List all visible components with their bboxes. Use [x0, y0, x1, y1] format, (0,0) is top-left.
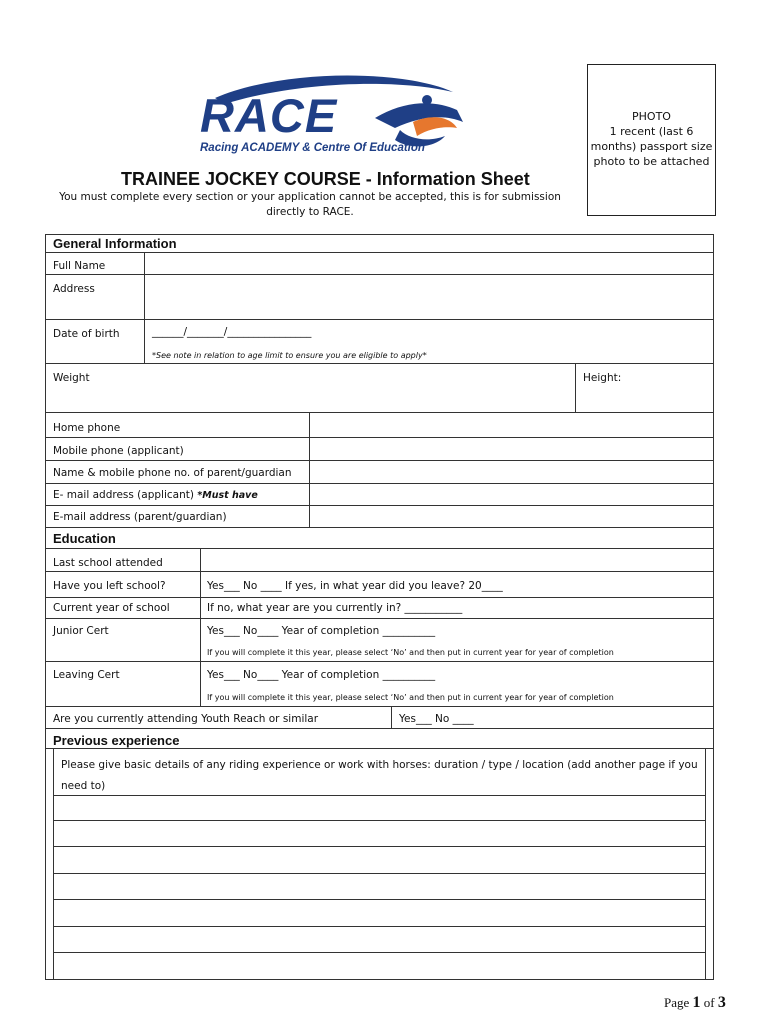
experience-prompt-line-1: Please give basic details of any riding experience or work with horses: duration / type / location (add another page if you: [61, 759, 698, 771]
logo-wordmark: RACE: [200, 89, 338, 142]
intro-text: [40, 190, 580, 220]
must-have-note: *Must have: [197, 490, 258, 501]
experience-field[interactable]: [55, 797, 704, 977]
photo-instruction-3: photo to be attached: [593, 155, 710, 168]
junior-cert-note: If you will complete it this year, please select ‘No’ and then put in current year for year of completion: [207, 648, 614, 657]
email-parent-field[interactable]: [311, 507, 712, 526]
last-school-label: Last school attended: [53, 557, 163, 569]
section-experience-heading: Previous experience: [53, 733, 180, 748]
intro-line-1: You must complete every section or your application cannot be accepted, this is for submission: [59, 191, 561, 203]
weight-field[interactable]: [120, 365, 572, 410]
age-note: *See note in relation to age limit to ensure you are eligible to apply*: [152, 351, 427, 360]
email-applicant-field[interactable]: [311, 485, 712, 504]
mobile-phone-label: Mobile phone (applicant): [53, 445, 184, 457]
left-school-answer[interactable]: Yes___ No ____ If yes, in what year did you leave? 20____: [207, 580, 503, 592]
photo-box[interactable]: [587, 64, 716, 216]
photo-instruction-1: 1 recent (last 6: [609, 125, 694, 138]
full-name-field[interactable]: [146, 254, 712, 273]
photo-label: PHOTO: [632, 110, 671, 123]
border-left: [45, 234, 46, 980]
height-label: Height:: [583, 372, 622, 384]
email-applicant-text: E- mail address (applicant): [53, 489, 194, 501]
email-parent-label: E-mail address (parent/guardian): [53, 511, 227, 523]
home-phone-field[interactable]: [311, 414, 712, 436]
current-year-answer[interactable]: If no, what year are you currently in? ___________: [207, 602, 463, 614]
race-logo: [195, 70, 470, 160]
email-applicant-label: [53, 489, 258, 501]
junior-cert-label: Junior Cert: [53, 625, 109, 637]
section-general-heading: General Information: [53, 236, 177, 251]
current-year-label: Current year of school: [53, 602, 170, 614]
youth-reach-answer[interactable]: Yes___ No ____: [399, 713, 474, 725]
left-school-label: Have you left school?: [53, 580, 166, 592]
parent-phone-field[interactable]: [311, 439, 712, 459]
youth-reach-label: Are you currently attending Youth Reach or similar: [53, 713, 319, 725]
last-school-field[interactable]: [202, 550, 712, 570]
dob-label: Date of birth: [53, 328, 120, 340]
border-right: [713, 234, 714, 980]
leaving-cert-note: If you will complete it this year, please select ‘No’ and then put in current year for year of completion: [207, 693, 614, 702]
leaving-cert-label: Leaving Cert: [53, 669, 120, 681]
junior-cert-answer[interactable]: Yes___ No____ Year of completion __________: [207, 625, 436, 637]
page-current: 1: [692, 994, 701, 1011]
dob-field[interactable]: ______/_______/________________: [152, 326, 312, 338]
full-name-label: Full Name: [53, 260, 106, 272]
of-word: of: [703, 995, 715, 1010]
experience-prompt-line-2: need to): [61, 780, 106, 792]
mobile-phone-field[interactable]: [311, 462, 712, 482]
section-education-heading: Education: [53, 531, 116, 546]
intro-line-2: directly to RACE.: [266, 206, 354, 218]
address-label: Address: [53, 283, 95, 295]
page-number: [664, 994, 726, 1012]
page-total: 3: [717, 994, 726, 1011]
weight-label: Weight: [53, 372, 90, 384]
leaving-cert-answer[interactable]: Yes___ No____ Year of completion __________: [207, 669, 436, 681]
page-word: Page: [664, 995, 690, 1010]
home-phone-label: Home phone: [53, 422, 121, 434]
parent-phone-label: Name & mobile phone no. of parent/guardian: [53, 467, 292, 479]
address-field[interactable]: [146, 276, 712, 318]
page-title: TRAINEE JOCKEY COURSE - Information Sheet: [121, 169, 530, 189]
photo-instruction-2: months) passport size: [590, 140, 713, 153]
logo-tagline: Racing ACADEMY & Centre Of Education: [200, 142, 425, 154]
